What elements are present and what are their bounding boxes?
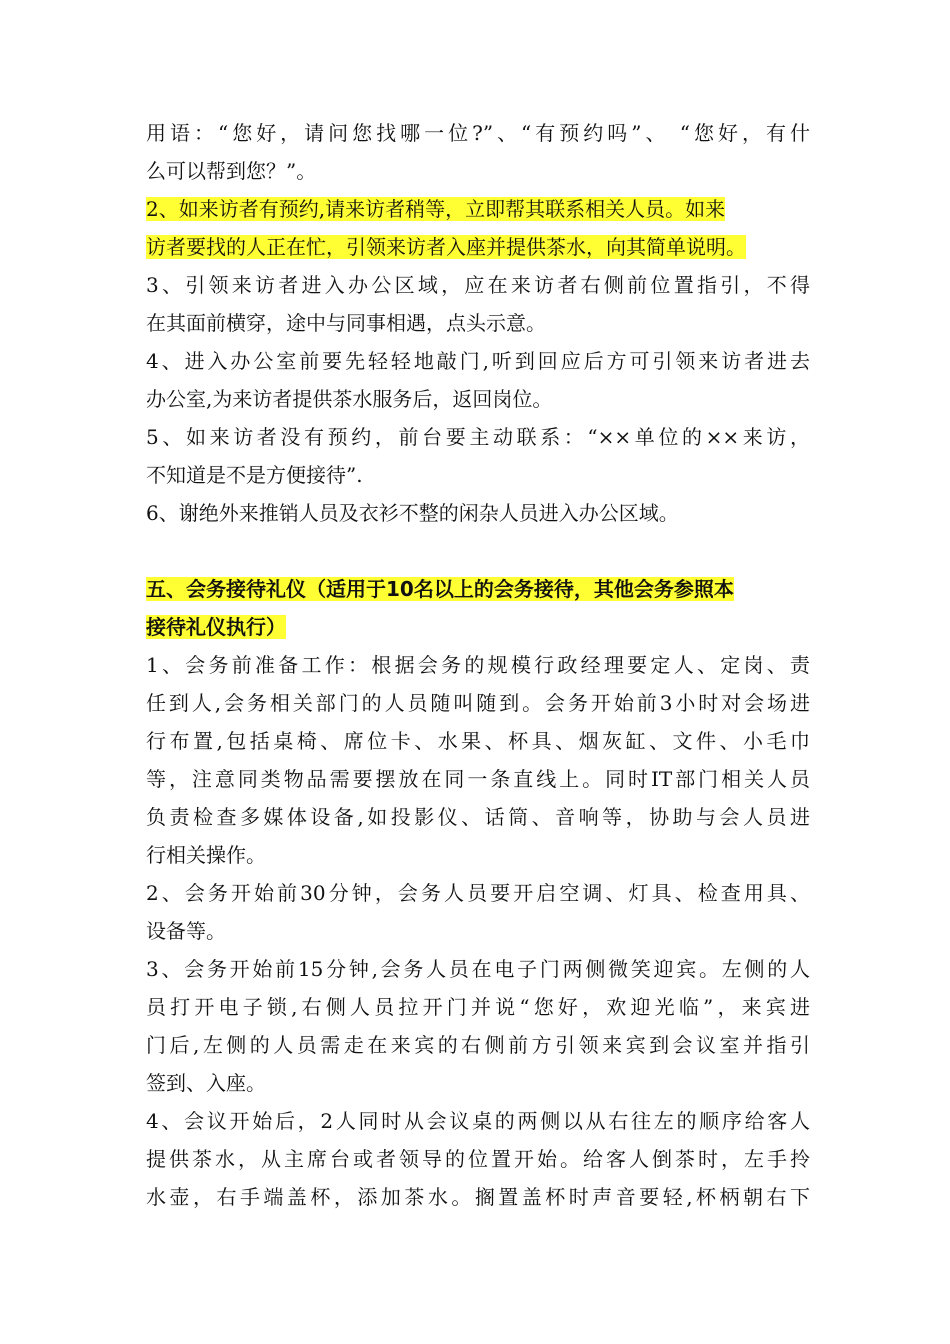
paragraph-meeting-4	[146, 1102, 810, 1216]
document-page	[146, 114, 810, 1216]
text-line: 3、引领来访者进入办公区域，应在来访者右侧前位置指引，不得	[146, 273, 810, 297]
paragraph-item-3	[146, 266, 810, 342]
paragraph-meeting-2	[146, 874, 810, 950]
text-line: 2、会务开始前30分钟，会务人员要开启空调、灯具、检查用具、	[146, 881, 810, 905]
text-line: 任到人,会务相关部门的人员随叫随到。会务开始前3小时对会场进	[146, 691, 810, 715]
text-line: 门后,左侧的人员需走在来宾的右侧前方引领来宾到会议室并指引	[146, 1033, 810, 1057]
text-line: 等，注意同类物品需要摆放在同一条直线上。同时IT部门相关人员	[146, 767, 810, 791]
text-line: 4、会议开始后，2人同时从会议桌的两侧以从右往左的顺序给客人	[146, 1109, 810, 1133]
paragraph-greeting-phrases	[146, 114, 810, 190]
text-line: 办公室,为来访者提供茶水服务后，返回岗位。	[146, 387, 553, 411]
text-line: 负责检查多媒体设备,如投影仪、话筒、音响等，协助与会人员进	[146, 805, 810, 829]
highlighted-text-line: 访者要找的人正在忙，引领来访者入座并提供茶水，向其简单说明。	[146, 235, 746, 259]
paragraph-item-5	[146, 418, 810, 494]
text-line: 4、进入办公室前要先轻轻地敲门,听到回应后方可引领来访者进去	[146, 349, 810, 373]
section-heading-meeting-etiquette	[146, 570, 810, 646]
highlighted-heading-line: 五、会务接待礼仪（适用于10名以上的会务接待，其他会务参照本	[146, 577, 734, 601]
blank-line	[146, 532, 810, 570]
text-line: 行相关操作。	[146, 843, 266, 867]
text-line: 用语：“您好，请问您找哪一位?”、“有预约吗”、 “您好，有什	[146, 121, 810, 145]
text-line: 不知道是不是方便接待”.	[146, 463, 363, 487]
highlighted-heading-line: 接待礼仪执行）	[146, 615, 286, 639]
text-line: 6、谢绝外来推销人员及衣衫不整的闲杂人员进入办公区域。	[146, 501, 679, 525]
text-line: 提供茶水，从主席台或者领导的位置开始。给客人倒茶时，左手拎	[146, 1147, 810, 1171]
text-line: 3、会务开始前15分钟,会务人员在电子门两侧微笑迎宾。左侧的人	[146, 957, 810, 981]
text-line: 么可以帮到您？”。	[146, 159, 317, 183]
text-line: 员打开电子锁,右侧人员拉开门并说“您好，欢迎光临”，来宾进	[146, 995, 810, 1019]
paragraph-item-6	[146, 494, 810, 532]
text-line: 1、会务前准备工作：根据会务的规模行政经理要定人、定岗、责	[146, 653, 810, 677]
paragraph-meeting-1	[146, 646, 810, 874]
text-line: 水壶，右手端盖杯，添加茶水。搁置盖杯时声音要轻,杯柄朝右下	[146, 1185, 810, 1209]
text-line: 设备等。	[146, 919, 226, 943]
paragraph-meeting-3	[146, 950, 810, 1102]
highlighted-text-line: 2、如来访者有预约,请来访者稍等，立即帮其联系相关人员。如来	[146, 197, 726, 221]
paragraph-item-2	[146, 190, 810, 266]
text-line: 在其面前横穿，途中与同事相遇，点头示意。	[146, 311, 546, 335]
text-line: 行布置,包括桌椅、席位卡、水果、杯具、烟灰缸、文件、小毛巾	[146, 729, 810, 753]
text-line: 签到、入座。	[146, 1071, 266, 1095]
paragraph-item-4	[146, 342, 810, 418]
text-line: 5、如来访者没有预约，前台要主动联系：“××单位的××来访，	[146, 425, 810, 449]
